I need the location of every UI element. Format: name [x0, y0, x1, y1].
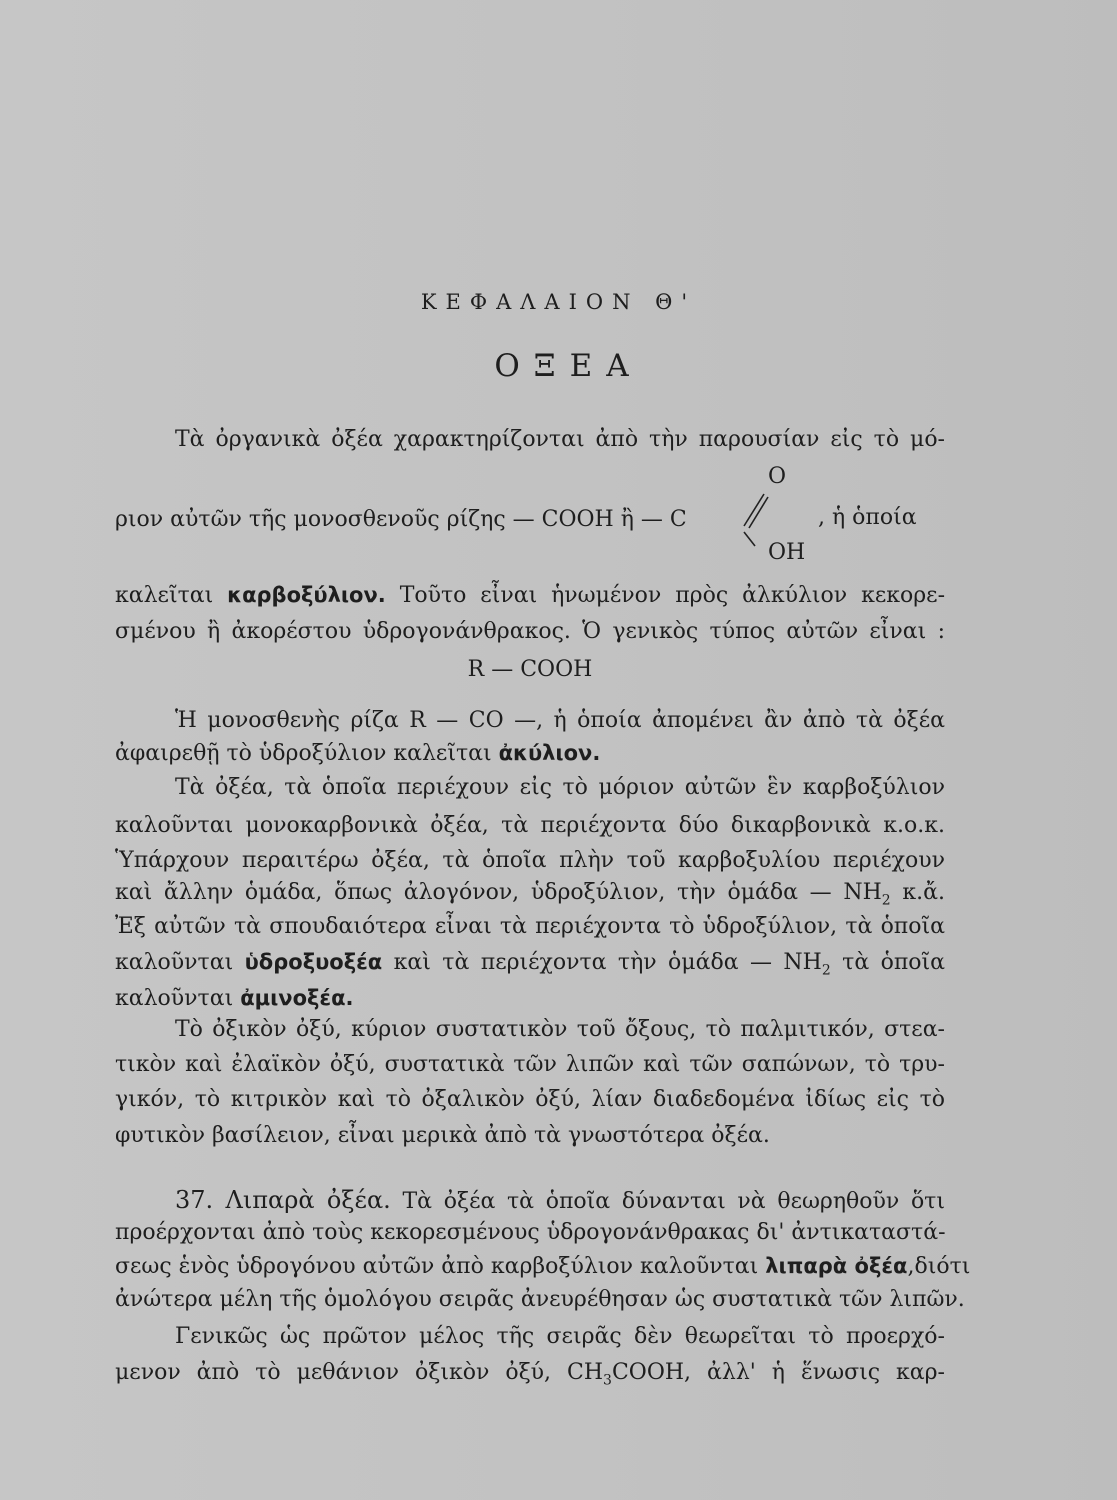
- p3-line-4-a: καὶ ἄλλην ὁμάδα, ὅπως ἀλογόνον, ὑδροξύλιον, τὴν ὁμάδα — NH: [115, 880, 882, 905]
- p3-line-7: [115, 983, 945, 1014]
- p1-line-3: [115, 580, 945, 611]
- section-line-3-a: σεως ἑνὸς ὑδρογόνου αὐτῶν ἀπὸ καρβοξύλιον καλοῦνται: [115, 1254, 759, 1279]
- section-line-1: [115, 1185, 945, 1217]
- subscript: 3: [603, 1372, 612, 1389]
- p4-line-1: Τὸ ὀξικὸν ὀξύ, κύριον συστατικὸν τοῦ ὄξους, τὸ παλμιτικόν, στεα-: [175, 1017, 945, 1042]
- p3-line-6: [115, 947, 945, 985]
- section-line-1-text: Τὰ ὀξέα τὰ ὁποῖα δύνανται νὰ θεωρηθοῦν ὅτι: [402, 1189, 945, 1214]
- p4-line-4: φυτικὸν βασίλειον, εἶναι μερικὰ ἀπὸ τὰ γνωστότερα ὀξέα.: [115, 1123, 770, 1148]
- p3-line-5: Ἐξ αὐτῶν τὰ σπουδαιότερα εἶναι τὰ περιέχοντα τὸ ὑδροξύλιον, τὰ ὁποῖα: [115, 914, 945, 939]
- p1-line-2-text: ριον αὐτῶν τῆς μονοσθενοῦς ρίζης — COOH ἢ — C: [115, 507, 687, 532]
- p2-line-2-a: ἀφαιρεθῇ τὸ ὑδροξύλιον καλεῖται: [115, 741, 492, 766]
- section-line-2: προέρχονται ἀπὸ τοὺς κεκορεσμένους ὑδρογονάνθρακας δι' ἀντικαταστά-: [115, 1220, 946, 1245]
- p1-line-3-c: Τοῦτο εἶναι ἡνωμένον πρὸς ἀλκύλιον κεκορε-: [399, 583, 946, 608]
- term-fatty-acids: λιπαρὰ ὀξέα: [765, 1254, 908, 1278]
- p3-line-6-d: τὰ ὁποῖα: [830, 950, 946, 975]
- p1-line-4: σμένου ἢ ἀκορέστου ὑδρογονάνθρακος. Ὁ γενικὸς τύπος αὐτῶν εἶναι :: [115, 619, 945, 644]
- p3-line-7-a: καλοῦνται: [115, 986, 234, 1011]
- p4-line-3: γικόν, τὸ κιτρικὸν καὶ τὸ ὀξαλικὸν ὀξύ, λίαν διαδεδομένα ἰδίως εἰς τὸ: [115, 1087, 945, 1112]
- p3-line-1: Τὰ ὀξέα, τὰ ὁποῖα περιέχουν εἰς τὸ μόριον αὐτῶν ἓν καρβοξύλιον: [175, 775, 945, 800]
- p2-line-1: Ἡ μονοσθενὴς ρίζα R — CO —, ἡ ὁποία ἀπομένει ἂν ἀπὸ τὰ ὀξέα: [175, 708, 945, 733]
- p3-line-6-c: καὶ τὰ περιέχοντα τὴν ὁμάδα — NH: [393, 950, 822, 975]
- term-hydroxy-acids: ὑδροξυοξέα: [244, 950, 383, 974]
- term-akylion: ἀκύλιον.: [498, 741, 601, 765]
- section-line-6-a: μενον ἀπὸ τὸ μεθάνιον ὀξικὸν ὀξύ, CH: [115, 1360, 604, 1385]
- term-amino-acids: ἀμινοξέα.: [240, 986, 354, 1010]
- p2-line-2: [115, 738, 945, 769]
- section-heading: 37. Λιπαρὰ ὀξέα.: [175, 1186, 391, 1214]
- section-line-6: [115, 1358, 945, 1395]
- section-line-3-c: ,διότι: [907, 1254, 971, 1279]
- subscript: 2: [821, 962, 831, 979]
- p1-line-2-end: , ἡ ὁποία: [818, 505, 917, 530]
- p3-line-6-a: καλοῦνται: [115, 950, 234, 975]
- section-line-4: ἀνώτερα μέλη τῆς ὁμολόγου σειρᾶς ἀνευρέθησαν ὡς συστατικὰ τῶν λιπῶν.: [115, 1287, 965, 1312]
- p3-line-4: [115, 878, 945, 915]
- general-formula: R — COOH: [467, 657, 593, 682]
- formula-oh: OH: [768, 540, 806, 565]
- section-line-5: Γενικῶς ὡς πρῶτον μέλος τῆς σειρᾶς δὲν θεωρεῖται τὸ προερχό-: [175, 1324, 945, 1349]
- term-karboxylion: καρβοξύλιον.: [227, 583, 386, 607]
- section-line-6-b: COOH, ἀλλ' ἡ ἕνωσις καρ-: [611, 1360, 945, 1385]
- p1-line-1: Τὰ ὀργανικὰ ὀξέα χαρακτηρίζονται ἀπὸ τὴν παρουσίαν εἰς τὸ μό-: [175, 427, 945, 452]
- subscript: 2: [881, 892, 891, 909]
- chapter-label: ΚΕΦΑΛΑΙΟΝ Θ': [420, 290, 697, 314]
- p1-line-2: [115, 505, 687, 535]
- p4-line-2: τικὸν καὶ ἐλαϊκὸν ὀξύ, συστατικὰ τῶν λιπῶν καὶ τῶν σαπώνων, τὸ τρυ-: [115, 1052, 945, 1077]
- p1-line-3-a: καλεῖται: [115, 583, 214, 608]
- p3-line-3: Ὑπάρχουν περαιτέρω ὀξέα, τὰ ὁποῖα πλὴν τοῦ καρβοξυλίου περιέχουν: [115, 848, 945, 873]
- section-line-3: [115, 1251, 971, 1282]
- chapter-title: ΟΞΕΑ: [494, 348, 643, 384]
- p3-line-2: καλοῦνται μονοκαρβονικὰ ὀξέα, τὰ περιέχοντα δύο δικαρβονικὰ κ.ο.κ.: [115, 813, 945, 838]
- p3-line-4-b: κ.ἄ.: [890, 880, 945, 905]
- formula-o: O: [768, 464, 787, 489]
